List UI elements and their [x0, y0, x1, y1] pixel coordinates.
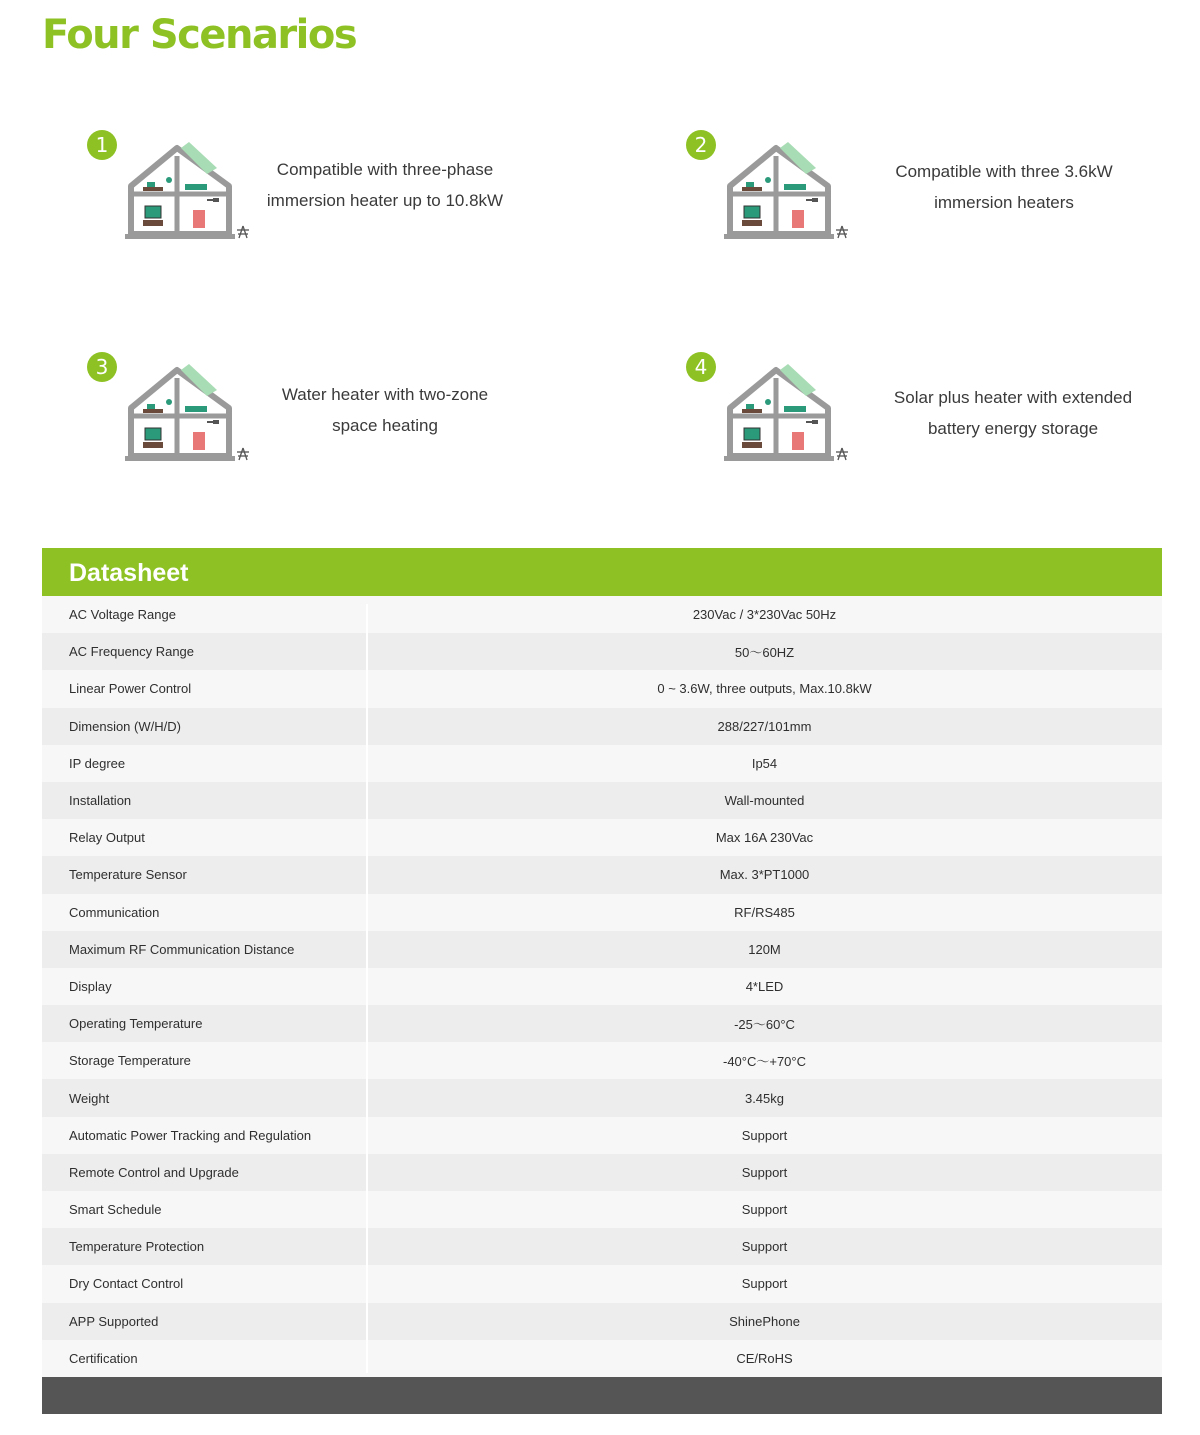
scenario-4	[686, 352, 1200, 492]
row-value: Support	[741, 1202, 788, 1218]
row-value: Max. 3*PT1000	[719, 867, 810, 883]
datasheet-footer-bar	[42, 1377, 1162, 1414]
scenario-number-badge: 3	[87, 352, 117, 382]
row-value: 4*LED	[745, 978, 784, 994]
table-row	[42, 745, 1162, 782]
row-value: -25～60°C	[734, 1017, 795, 1033]
scenario-line-2: immersion heater up to 10.8kW	[266, 191, 504, 210]
table-row	[42, 1191, 1162, 1228]
scenario-description	[235, 154, 535, 216]
house-diagram-icon	[718, 360, 858, 470]
table-row	[42, 1228, 1162, 1265]
row-label: Maximum RF Communication Distance	[69, 941, 295, 957]
table-row	[42, 856, 1162, 893]
table-row	[42, 1265, 1162, 1302]
table-row	[42, 931, 1162, 968]
table-row	[42, 1117, 1162, 1154]
table-row	[42, 1079, 1162, 1116]
scenario-description	[854, 156, 1154, 218]
table-row	[42, 633, 1162, 670]
table-row	[42, 819, 1162, 856]
scenario-number-badge: 1	[87, 130, 117, 160]
row-value: Support	[741, 1127, 788, 1143]
row-value: Support	[741, 1164, 788, 1180]
row-label: Storage Temperature	[69, 1053, 191, 1069]
row-value: RF/RS485	[734, 904, 795, 920]
table-row	[42, 1042, 1162, 1079]
row-value: 230Vac / 3*230Vac 50Hz	[692, 607, 837, 623]
row-label: Weight	[69, 1090, 110, 1106]
row-label: Dimension (W/H/D)	[69, 718, 181, 734]
scenario-description	[863, 382, 1163, 444]
row-label: Temperature Sensor	[69, 867, 187, 883]
row-value: Support	[741, 1276, 788, 1292]
row-label: Installation	[69, 793, 132, 809]
scenario-number-badge: 4	[686, 352, 716, 382]
row-value: Support	[741, 1239, 788, 1255]
row-label: Display	[69, 978, 112, 994]
scenario-line-2: immersion heaters	[934, 193, 1074, 212]
scenario-1	[87, 130, 647, 270]
row-label: Certification	[69, 1350, 138, 1366]
table-row	[42, 894, 1162, 931]
row-label: Relay Output	[69, 830, 145, 846]
scenario-line-1: Solar plus heater with extended	[893, 388, 1133, 407]
table-row	[42, 968, 1162, 1005]
row-label: Smart Schedule	[69, 1202, 162, 1218]
table-row	[42, 596, 1162, 633]
scenario-number-badge: 2	[686, 130, 716, 160]
page-title: Four Scenarios	[42, 12, 357, 58]
row-label: Linear Power Control	[69, 681, 192, 697]
table-row	[42, 782, 1162, 819]
house-diagram-icon	[718, 138, 858, 248]
row-label: Remote Control and Upgrade	[69, 1164, 239, 1180]
row-value: -40°C～+70°C	[722, 1054, 806, 1070]
row-label: AC Frequency Range	[69, 644, 195, 660]
table-row	[42, 1005, 1162, 1042]
scenario-3	[87, 352, 647, 492]
row-label: Automatic Power Tracking and Regulation	[69, 1127, 312, 1143]
row-label: IP degree	[69, 755, 126, 771]
row-label: Communication	[69, 904, 160, 920]
row-value: ShinePhone	[729, 1313, 800, 1329]
datasheet-rows	[42, 596, 1162, 1377]
scenario-line-2: battery energy storage	[927, 419, 1099, 438]
row-value: Wall-mounted	[724, 793, 805, 809]
row-label: Dry Contact Control	[69, 1276, 184, 1292]
row-value: Max 16A 230Vac	[715, 830, 814, 846]
row-value: CE/RoHS	[736, 1350, 793, 1366]
table-row	[42, 1154, 1162, 1191]
row-value: 120M	[748, 941, 781, 957]
row-label: AC Voltage Range	[69, 607, 176, 623]
row-label: APP Supported	[69, 1313, 159, 1329]
datasheet-header: Datasheet	[42, 548, 1162, 596]
table-row	[42, 708, 1162, 745]
scenario-line-1: Water heater with two-zone	[281, 385, 489, 404]
row-value: 3.45kg	[744, 1090, 785, 1106]
scenario-line-1: Compatible with three 3.6kW	[895, 162, 1113, 181]
row-label: Temperature Protection	[69, 1239, 205, 1255]
row-value: 0 ~ 3.6W, three outputs, Max.10.8kW	[657, 681, 872, 697]
scenario-line-1: Compatible with three-phase	[276, 160, 494, 179]
table-row	[42, 670, 1162, 707]
scenario-line-2: space heating	[332, 416, 438, 435]
table-row	[42, 1303, 1162, 1340]
datasheet-table	[42, 548, 1162, 1414]
row-value: 288/227/101mm	[717, 718, 812, 734]
row-value: Ip54	[751, 755, 778, 771]
row-label: Operating Temperature	[69, 1016, 203, 1032]
row-value: 50～60HZ	[734, 645, 795, 661]
table-row	[42, 1340, 1162, 1377]
scenario-description	[235, 379, 535, 441]
scenario-2	[686, 130, 1200, 270]
